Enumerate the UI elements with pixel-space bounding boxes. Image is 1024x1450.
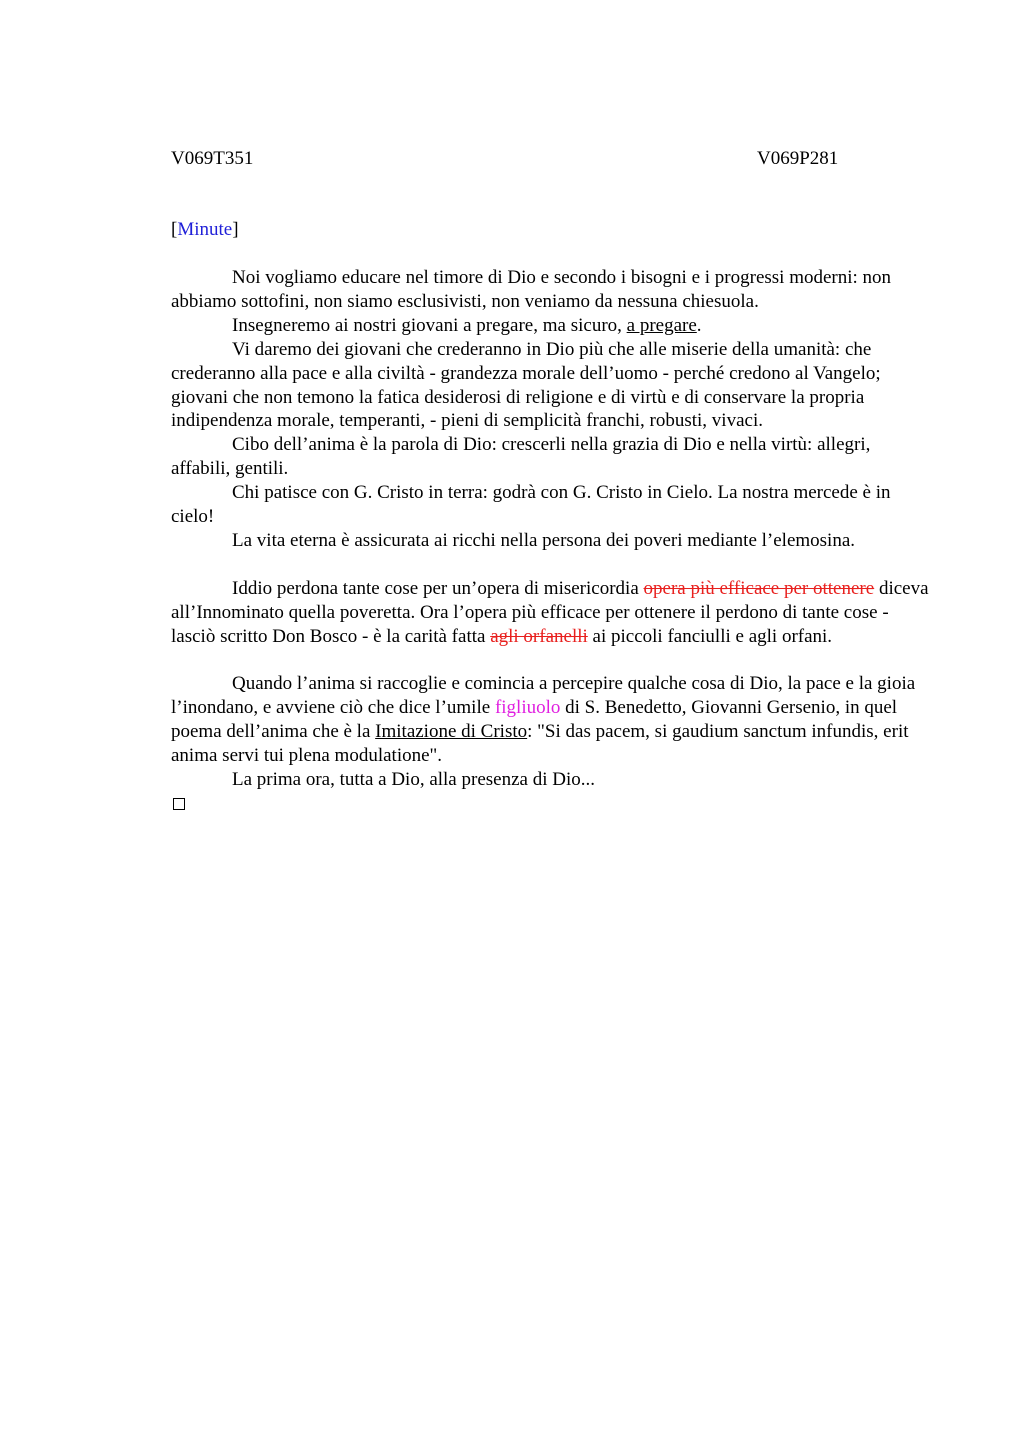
bracket-open: [ (171, 219, 178, 240)
document-code-right: V069P281 (757, 148, 839, 169)
paragraph-2-end: . (696, 314, 702, 336)
paragraph-3: Vi daremo dei giovani che crederanno in Dio più che alle miserie della umanità: che crederanno alla pace e alla civiltà - grandezza morale dell’uomo - perché credono al Vangelo; giovani che non temono la fatica desiderosi di religione e di virtù e di conservare la propria indipendenza morale, temperanti, - pieni di semplicità franchi, robusti, vivaci. (171, 338, 881, 432)
body-text (171, 266, 933, 810)
paragraph-gap (171, 553, 933, 577)
paragraph-2-text: Insegneremo ai nostri giovani a pregare, ma sicuro, (232, 314, 627, 336)
section-label (171, 218, 239, 242)
highlighted-word: figliuolo (494, 697, 561, 719)
end-of-document-box-icon (173, 798, 185, 810)
paragraph-7-text-3: ai piccoli fanciulli e agli orfani. (587, 625, 833, 647)
paragraph-2 (171, 314, 933, 338)
deleted-text: agli orfanelli (490, 625, 588, 647)
paragraph-8 (171, 672, 933, 768)
paragraph-6: La vita eterna è assicurata ai ricchi nella persona dei poveri mediante l’elemosina. (232, 529, 856, 551)
bracket-close: ] (232, 219, 239, 240)
document-code-left: V069T351 (171, 148, 254, 169)
deleted-text: opera più efficace per ottenere (643, 577, 875, 599)
paragraph-9: La prima ora, tutta a Dio, alla presenza di Dio... (232, 769, 595, 790)
paragraph-4: Cibo dell’anima è la parola di Dio: crescerli nella grazia di Dio e nella virtù: allegri, affabili, gentili. (171, 434, 871, 480)
paragraph-gap (171, 648, 933, 672)
paragraph-7-text-2: diceva all’Innominato quella poveretta. Ora l’opera più efficace per ottenere il perdono di tante cose - lasciò scritto Don Bosco - è la carità fatta (171, 577, 929, 647)
paragraph-1: Noi vogliamo educare nel timore di Dio e secondo i bisogni e i progressi moderni: non abbiamo sottofini, non siamo esclusivisti, non veniamo da nessuna chiesuola. (171, 267, 892, 312)
paragraph-8-text-2: di S. Benedetto, Giovanni Gersenio, in quel poema dell’anima che è la (171, 697, 898, 743)
paragraph-7 (171, 577, 933, 649)
paragraph-8-text: Quando l’anima si raccoglie e comincia a percepire qualche cosa di Dio, la pace e la gioia l’inondano, e avviene ciò che dice l’umile (171, 673, 916, 719)
paragraph-7-text: Iddio perdona tante cose per un’opera di misericordia (232, 577, 644, 599)
paragraph-8-text-3: : "Si das pacem, si gaudium sanctum infundis, erit anima servi tui plena modulatione". (171, 721, 909, 767)
underlined-title: Imitazione di Cristo (375, 721, 528, 743)
paragraph-5: Chi patisce con G. Cristo in terra: godrà con G. Cristo in Cielo. La nostra mercede è in cielo! (171, 482, 891, 528)
underlined-text: a pregare (626, 314, 697, 336)
section-label-text: Minute (177, 219, 233, 240)
